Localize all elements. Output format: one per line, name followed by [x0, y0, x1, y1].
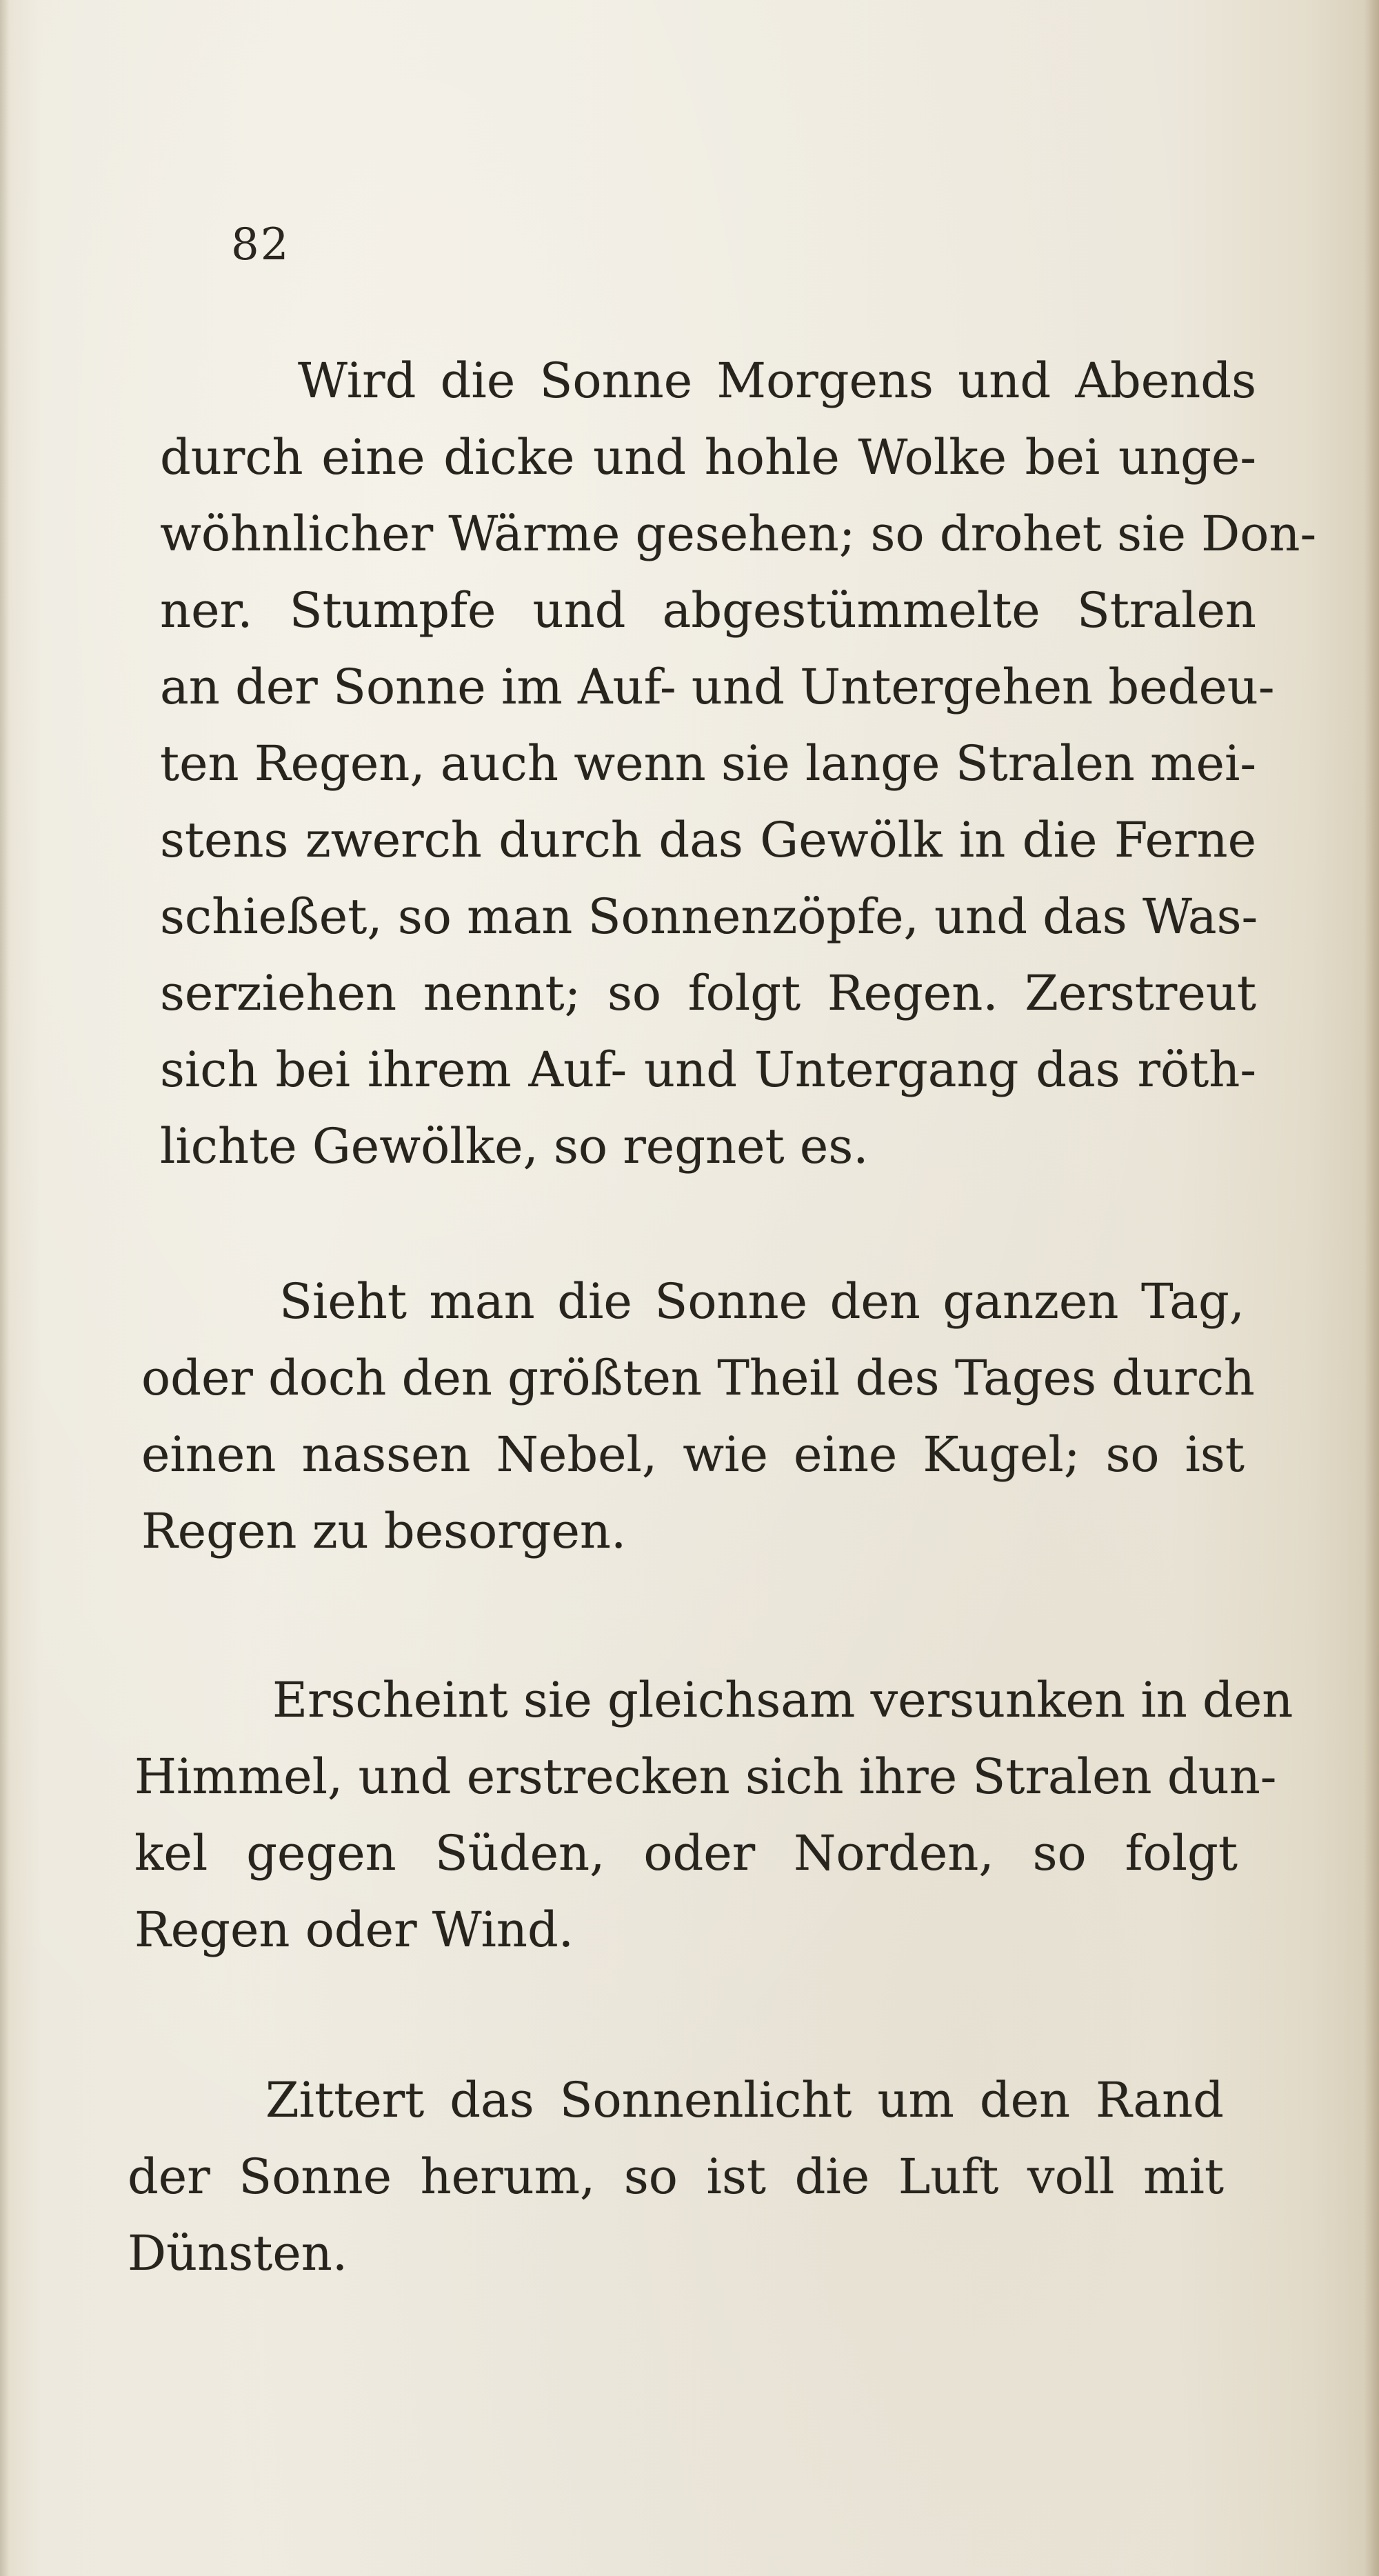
text-line: Wird die Sonne Morgens und Abends [298, 352, 1256, 409]
text-line: sich bei ihrem Auf- und Untergang das röth- [160, 1041, 1256, 1098]
text-line: schießet, so man Sonnenzöpfe, und das Was- [160, 888, 1258, 945]
text-line: serziehen nennt; so folgt Regen. Zerstreut [160, 965, 1256, 1021]
text-line: einen nassen Nebel, wie eine Kugel; so ist [141, 1426, 1245, 1483]
text-line: ten Regen, auch wenn sie lange Stralen mei- [160, 735, 1256, 792]
text-line: Sieht man die Sonne den ganzen Tag, [279, 1273, 1245, 1330]
text-line: Regen zu besorgen. [141, 1503, 627, 1559]
page-edge [1364, 0, 1379, 2576]
text-line: der Sonne herum, so ist die Luft voll mit [128, 2148, 1224, 2205]
text-line: oder doch den größten Theil des Tages durch [141, 1350, 1255, 1406]
text-line: kel gegen Süden, oder Norden, so folgt [134, 1825, 1238, 1881]
text-line: wöhnlicher Wärme gesehen; so drohet sie Don- [160, 506, 1317, 562]
text-line: an der Sonne im Auf- und Untergehen bedeu- [160, 659, 1275, 715]
text-line: Zittert das Sonnenlicht um den Rand [265, 2072, 1224, 2128]
page-number: 82 [231, 219, 290, 270]
text-line: Himmel, und erstrecken sich ihre Stralen dun- [134, 1748, 1277, 1805]
text-line: durch eine dicke und hohle Wolke bei unge- [160, 429, 1256, 486]
text-line: Regen oder Wind. [134, 1901, 574, 1958]
text-line: lichte Gewölke, so regnet es. [160, 1118, 869, 1175]
paragraph-1 [160, 343, 1317, 1185]
paragraph-3 [134, 1662, 1294, 1968]
text-line: stens zwerch durch das Gewölk in die Ferne [160, 812, 1256, 868]
text-line: Erscheint sie gleichsam versunken in den [272, 1672, 1294, 1728]
text-line: Dünsten. [128, 2225, 348, 2282]
text-line: ner. Stumpfe und abgestümmelte Stralen [160, 582, 1256, 639]
paragraph-4 [128, 2062, 1224, 2292]
spine-shadow [0, 0, 10, 2576]
paragraph-2 [141, 1264, 1255, 1570]
